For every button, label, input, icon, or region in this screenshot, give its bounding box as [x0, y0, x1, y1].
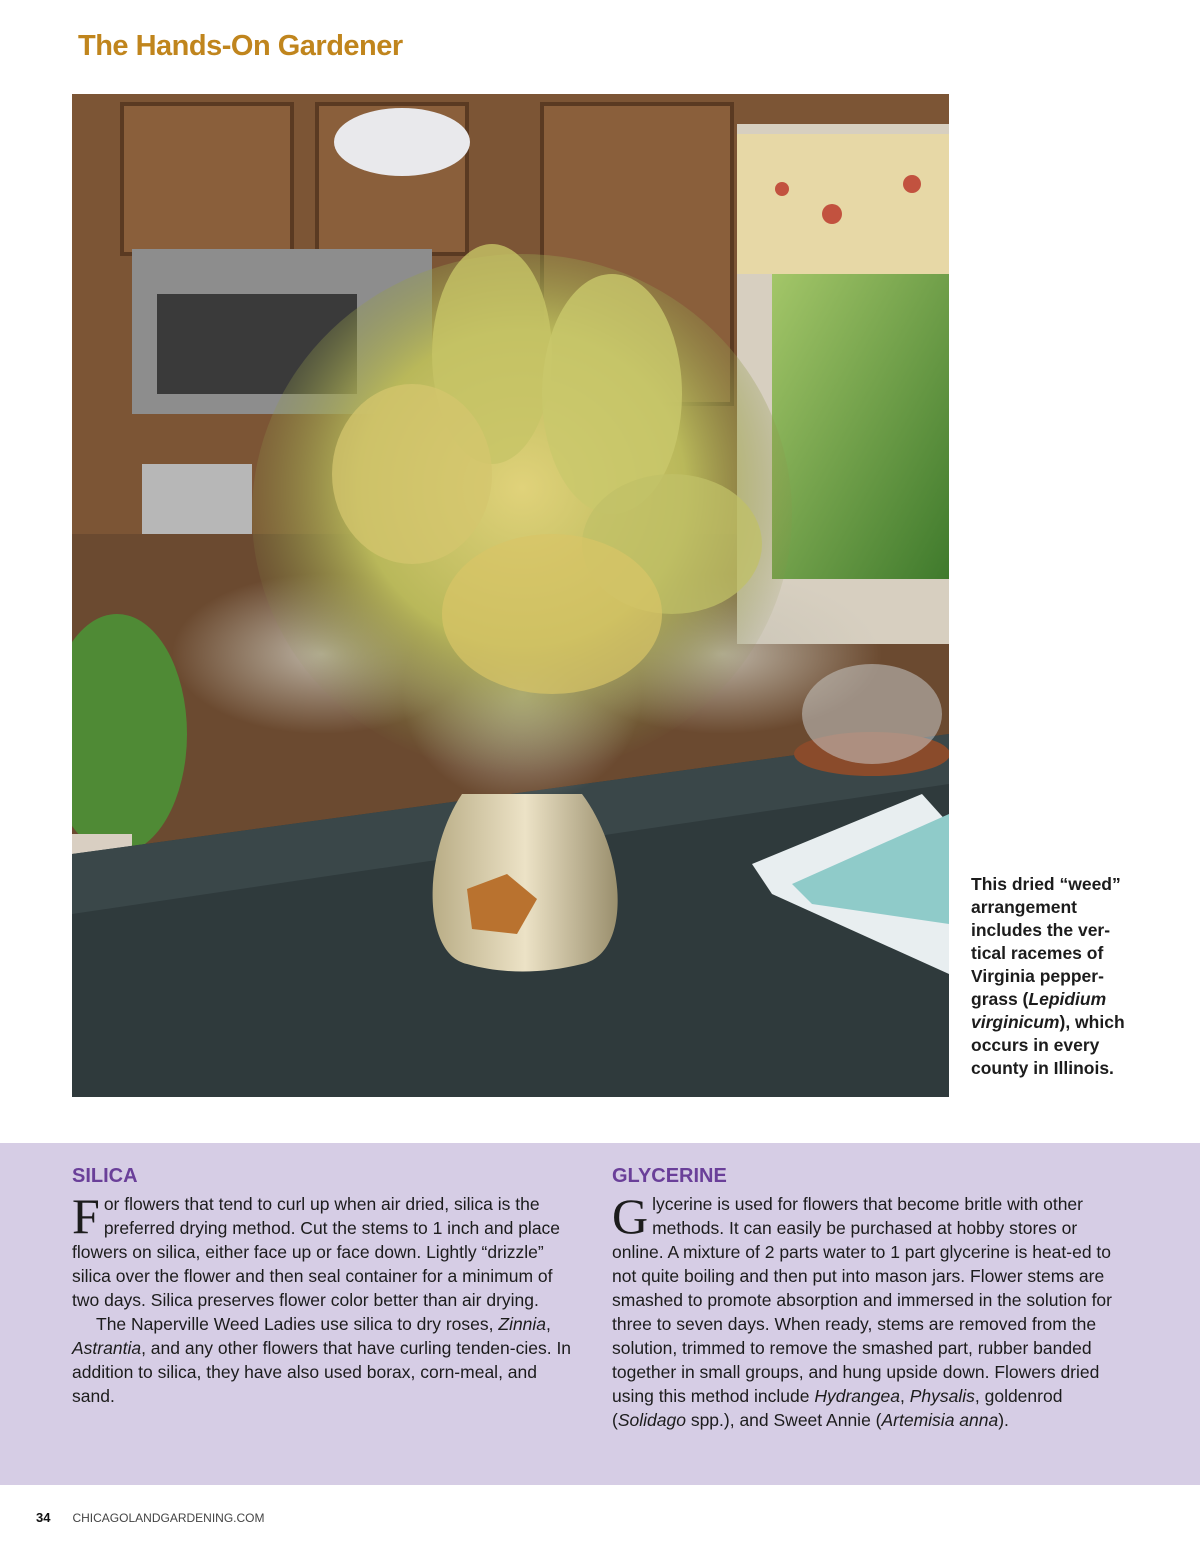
page-footer: [36, 1510, 265, 1525]
section-title: The Hands-On Gardener: [78, 30, 403, 62]
latin-name: Hydrangea: [814, 1386, 900, 1406]
site-url[interactable]: CHICAGOLANDGARDENING.COM: [72, 1511, 265, 1525]
latin-name: Artemisia anna: [881, 1410, 999, 1430]
glycerine-heading: GLYCERINE: [612, 1165, 727, 1187]
silica-paragraph-1: [72, 1188, 582, 1312]
caption-text: This dried “weed” arrangement includes the ver-tical racemes of Virginia pepper-grass (: [971, 874, 1121, 1009]
text-run: The Naperville Weed Ladies use silica to dry roses,: [96, 1314, 499, 1334]
text-run: spp.), and Sweet Annie (: [685, 1410, 882, 1430]
dropcap: G: [612, 1188, 649, 1244]
glycerine-paragraph: [612, 1188, 1122, 1432]
latin-name: Zinnia: [498, 1314, 547, 1334]
latin-name: Physalis: [909, 1386, 975, 1406]
caption-text-end: ), which occurs in every county in Illinois.: [971, 1012, 1125, 1078]
flower-arrangement-photo: [72, 94, 949, 1097]
silica-paragraph-2: [72, 1312, 582, 1408]
glycerine-section: [612, 1165, 1122, 1432]
latin-name: Astrantia: [72, 1338, 142, 1358]
silica-body: or flowers that tend to curl up when air dried, silica is the preferred drying method. Cut the stems to 1 inch and place flowers on silica, either face up or face down. Lightly “drizzle” silica over the flower and then seal container for a minimum of two days. Silica preserves flower color better than air drying.: [72, 1194, 561, 1310]
caption-latin-name: Lepidium virginicum: [971, 989, 1107, 1032]
dropcap: F: [72, 1188, 100, 1244]
photo-caption: [971, 873, 1143, 1080]
text-run: , goldenrod (: [612, 1386, 1063, 1430]
latin-name: Solidago: [617, 1410, 686, 1430]
text-run: ,: [899, 1386, 910, 1406]
silica-section: [72, 1165, 582, 1408]
text-run: , and any other flowers that have curling tenden-cies. In addition to silica, they have also used borax, corn-meal, and sand.: [72, 1338, 572, 1406]
silica-heading: SILICA: [72, 1165, 138, 1187]
text-run: ).: [998, 1410, 1009, 1430]
text-run: lycerine is used for flowers that become britle with other methods. It can easily be purchased at hobby stores or online. A mixture of 2 parts water to 1 part glycerine is heat-ed to not quite boiling and then put into mason jars. Flower stems are smashed to promote absorption and immersed in the solution for three to seven days. When ready, stems are removed from the solution, trimmed to remove the smashed part, rubber banded together in small groups, and hung upside down. Flowers dried using this method include: [612, 1194, 1112, 1406]
page-number: 34: [36, 1510, 51, 1525]
text-run: ,: [546, 1314, 551, 1334]
